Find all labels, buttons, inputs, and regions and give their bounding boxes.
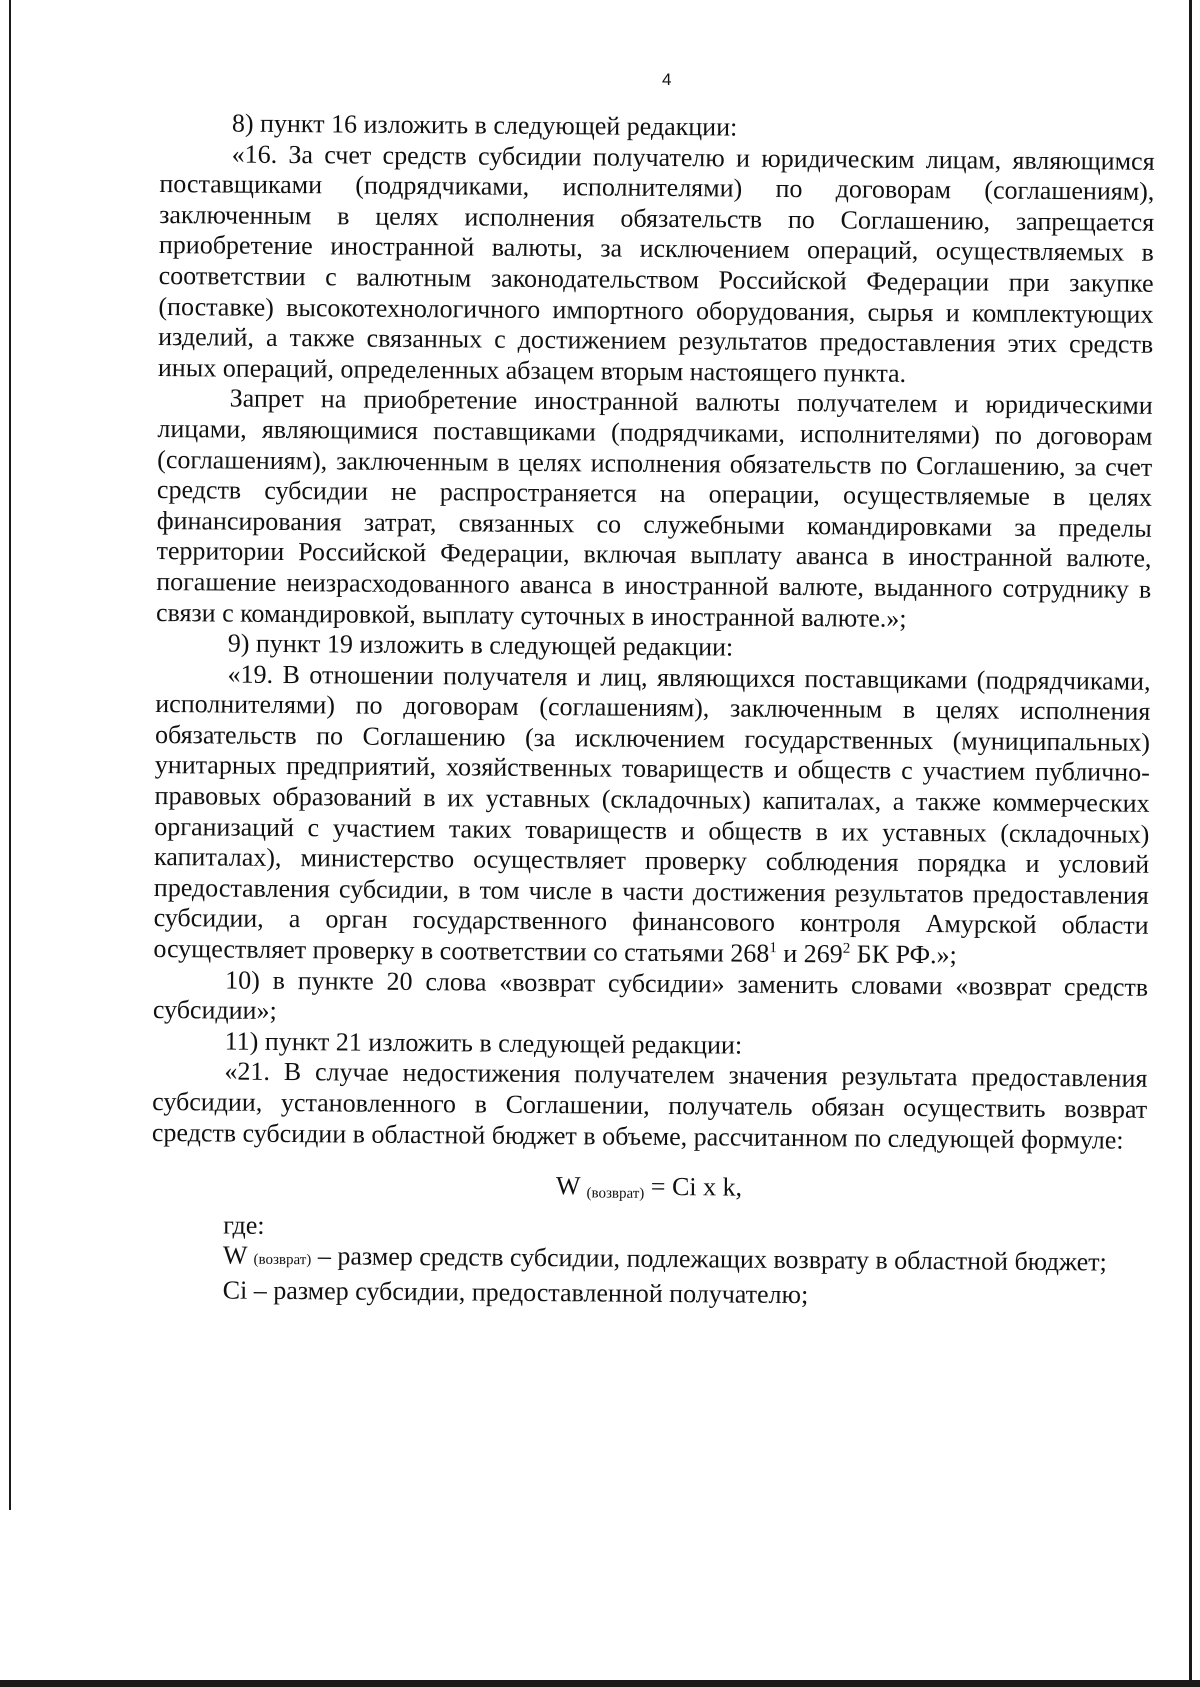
definition-w-symbol: W [222, 1240, 248, 1271]
scan-edge-bottom [0, 1680, 1200, 1687]
formula [151, 1168, 1146, 1213]
definition-w-text: – размер средств субсидии, подлежащих возврату в областной бюджет; [311, 1241, 1107, 1277]
formula-rest: = Ci x k, [644, 1172, 743, 1202]
formula-subscript: (возврат) [586, 1185, 645, 1203]
superscript-2: 2 [842, 940, 851, 957]
paragraph-point-21: «21. В случае недостижения получателем значения результата предоставления субсидии, установленного в Соглашении, получатель обязан осуществить возврат средств субсидии в областной бюджет в объеме, рассчитанном по следующей формуле: [151, 1056, 1148, 1155]
paragraph-item-9: 9) пункт 19 изложить в следующей редакции: [227, 628, 734, 662]
paragraph-point-16: «16. За счет средств субсидии получателю и юридическим лицам, являющимся поставщиками (подрядчиками, исполнителями) по договорам (соглашениям), заключенным в целях исполнения обязательств по Соглашению, запрещается приобретение иностранной валюты, за исключением операций, осуществляемых в соответствии с валютным законодательством Российской Федерации при закупке (поставке) высокотехнологичного импортного оборудования, сырья и комплектующих изделий, а также связанных с достижением результатов предоставления этих средств иных операций, определенных абзацем вторым настоящего пункта. [157, 139, 1155, 388]
where-label: где: [223, 1210, 265, 1240]
point-19-mid: и 269 [776, 938, 843, 969]
paragraph-item-8: 8) пункт 16 изложить в следующей редакции: [231, 108, 738, 142]
point-19-tail: БК РФ.»; [850, 939, 957, 970]
page-number: 4 [662, 70, 672, 89]
scan-edge-left [9, 0, 11, 1510]
superscript-1: 1 [769, 940, 777, 957]
paragraph-ban-exception: Запрет на приобретение иностранной валюты получателем и юридическими лицами, являющимися поставщиками (подрядчиками, исполнителями) по договорам (соглашениям), заключенным в целях исполнения обязательств по Соглашению, за счет средств субсидии не распространяется на операции, осуществляемые в целях финансирования затрат, связанных со служебными командировками за пределы территории Российской Федерации, включая выплату аванса в иностранной валюте, погашение неизрасходованного аванса в иностранной валюте, выданного сотруднику в связи с командировкой, выплату суточных в иностранной валюте.»; [155, 383, 1153, 633]
paragraph-item-10: 10) в пункте 20 слова «возврат субсидии» заменить словами «возврат средств субсидии»; [152, 965, 1149, 1026]
paragraph-point-19 [153, 659, 1150, 973]
paragraph-item-11: 11) пункт 21 изложить в следующей редакции: [224, 1026, 743, 1060]
definition-w-subscript: (возврат) [253, 1252, 312, 1269]
document-body [151, 108, 1155, 1313]
point-19-text: «19. В отношении получателя и лиц, являющихся поставщиками (подрядчиками, исполнителями) по договорам (соглашениям), заключенным в целях исполнения обязательств по Соглашению (за исключением государственных (муниципальных) унитарных предприятий, хозяйственных товариществ и обществ с участием публично-правовых образований в их уставных (складочных) капиталах, а также коммерческих организаций с участием таких товариществ и обществ в их уставных (складочных) капиталах), министерство осуществляет проверку соблюдения порядка и условий предоставления субсидии, в том числе в части достижения результатов предоставления субсидии, а орган государственного финансового контроля Амурской области осуществляет проверку в соответствии со статьями 268 [153, 659, 1151, 968]
scan-edge-right [1189, 0, 1192, 1687]
formula-w: W [555, 1171, 581, 1201]
definition-ci: Ci – размер субсидии, предоставленной получателю; [222, 1275, 809, 1310]
